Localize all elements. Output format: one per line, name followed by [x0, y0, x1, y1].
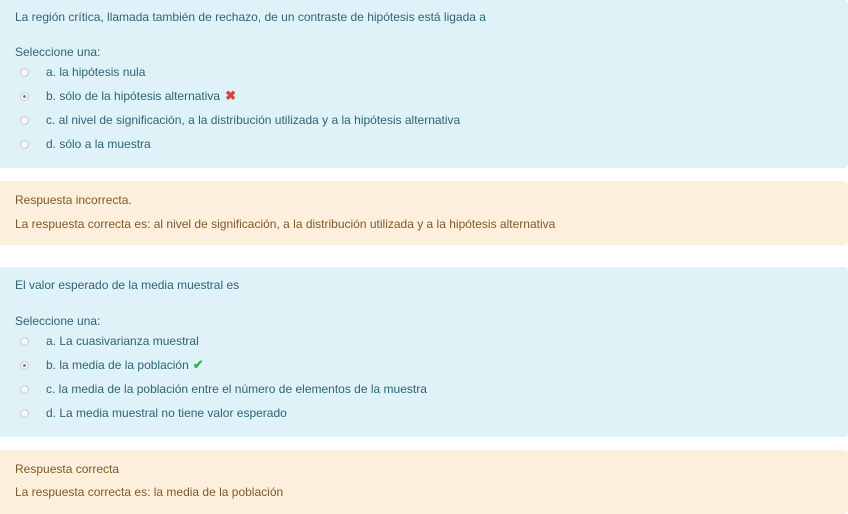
question-2-option-b[interactable] [20, 358, 204, 372]
check-icon: ✔ [192, 357, 204, 372]
option-label: a. La cuasivarianza muestral [46, 334, 199, 348]
feedback-2-card [0, 450, 848, 514]
radio-button[interactable] [20, 337, 29, 346]
option-label: a. la hipótesis nula [46, 65, 146, 79]
radio-button-selected[interactable] [20, 92, 29, 101]
radio-button[interactable] [20, 385, 29, 394]
question-1-prompt: Seleccione una: [15, 45, 101, 59]
option-label: d. La media muestral no tiene valor esperado [46, 406, 287, 420]
question-1-text: La región crítica, llamada también de rechazo, de un contraste de hipótesis está ligada a [15, 10, 486, 24]
question-2-card [0, 267, 848, 437]
option-label: c. la media de la población entre el número de elementos de la muestra [46, 382, 427, 396]
option-label: d. sólo a la muestra [46, 137, 151, 151]
option-label: c. al nivel de significación, a la distribución utilizada y a la hipótesis alternativa [46, 113, 461, 127]
question-2-text: El valor esperado de la media muestral es [15, 278, 240, 292]
question-1-option-b[interactable] [20, 89, 236, 103]
radio-button[interactable] [20, 68, 29, 77]
feedback-2-status: Respuesta correcta [15, 462, 120, 476]
question-1-option-a[interactable] [20, 65, 145, 79]
radio-button-selected[interactable] [20, 361, 29, 370]
feedback-1-status: Respuesta incorrecta. [15, 193, 132, 207]
option-label: b. la media de la población [46, 358, 189, 372]
question-2-option-d[interactable] [20, 406, 287, 420]
cross-icon: ✖ [225, 88, 237, 103]
radio-button[interactable] [20, 140, 29, 149]
question-1-option-c[interactable] [20, 113, 460, 127]
radio-button[interactable] [20, 409, 29, 418]
feedback-2-correct-answer: La respuesta correcta es: la media de la población [15, 485, 284, 499]
option-label: b. sólo de la hipótesis alternativa [46, 89, 221, 103]
question-2-option-c[interactable] [20, 382, 427, 396]
radio-button[interactable] [20, 116, 29, 125]
question-1-card [0, 0, 848, 168]
question-2-prompt: Seleccione una: [15, 314, 101, 328]
feedback-1-card [0, 181, 848, 245]
question-1-option-d[interactable] [20, 137, 151, 151]
question-2-option-a[interactable] [20, 334, 199, 348]
feedback-1-correct-answer: La respuesta correcta es: al nivel de significación, a la distribución utilizada y a la hipótesis alternativa [15, 217, 556, 231]
